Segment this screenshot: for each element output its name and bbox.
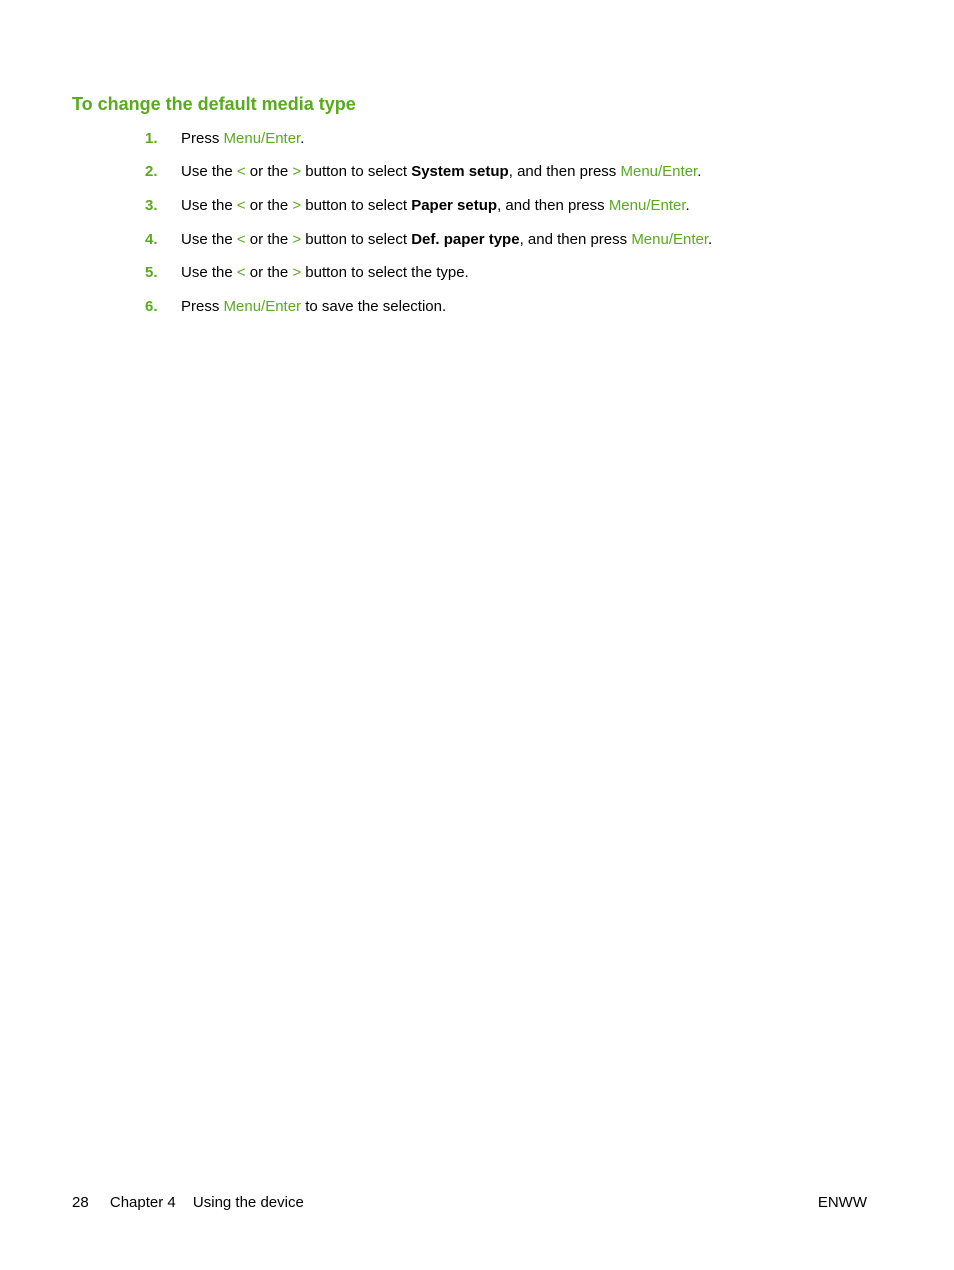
step-text-segment: Use the: [181, 231, 237, 248]
step-text-segment: .: [708, 231, 713, 248]
step-text: [181, 162, 701, 182]
step-number: 2.: [145, 163, 158, 180]
step-text-segment: Press: [181, 130, 224, 147]
page-number: 28: [72, 1194, 89, 1211]
step-text-segment: to save the selection.: [301, 298, 447, 315]
step-text-segment: button to select: [301, 231, 412, 248]
step-text-segment: Use the: [181, 264, 237, 281]
step-text-segment: .: [685, 197, 690, 214]
step-text: [181, 297, 446, 317]
menu-option: Paper setup: [411, 197, 498, 214]
step-text-segment: Press: [181, 298, 224, 315]
step-text-segment: button to select: [301, 163, 412, 180]
button-name: >: [292, 231, 302, 248]
step-number: 6.: [145, 298, 158, 315]
button-name: <: [236, 231, 246, 248]
menu-option: System setup: [411, 163, 509, 180]
step-number: 5.: [145, 264, 158, 281]
step-number: 1.: [145, 130, 158, 147]
step-text-segment: Use the: [181, 163, 237, 180]
step-text: [181, 263, 469, 283]
step-text-segment: or the: [245, 163, 293, 180]
step-text-segment: Use the: [181, 197, 237, 214]
button-name: Menu/Enter: [608, 197, 686, 214]
step-text-segment: , and then press: [508, 163, 621, 180]
step-text-segment: .: [300, 130, 305, 147]
button-name: Menu/Enter: [620, 163, 698, 180]
step-text-segment: , and then press: [497, 197, 609, 214]
button-name: >: [292, 163, 302, 180]
step-text-segment: button to select: [301, 197, 412, 214]
chapter-label: Chapter 4: [109, 1194, 176, 1211]
button-name: Menu/Enter: [223, 130, 301, 147]
section-heading: To change the default media type: [72, 94, 356, 114]
step-text-segment: button to select the type.: [301, 264, 469, 281]
step-text-segment: or the: [245, 231, 293, 248]
step-text-segment: .: [697, 163, 702, 180]
step-text: [181, 129, 304, 149]
button-name: <: [236, 264, 246, 281]
step-number: 3.: [145, 197, 158, 214]
button-name: >: [292, 264, 302, 281]
button-name: Menu/Enter: [223, 298, 302, 315]
step-number: 4.: [145, 231, 158, 248]
button-name: <: [236, 163, 246, 180]
step-text: [181, 230, 712, 250]
step-text-segment: or the: [245, 264, 293, 281]
button-name: <: [236, 197, 246, 214]
locale-code: ENWW: [817, 1194, 867, 1211]
menu-option: Def. paper type: [411, 231, 520, 248]
chapter-title: Using the device: [192, 1194, 304, 1211]
page-footer-left: [72, 1193, 304, 1213]
step-text-segment: , and then press: [519, 231, 632, 248]
step-text: [181, 196, 690, 216]
step-text-segment: or the: [245, 197, 293, 214]
button-name: >: [292, 197, 302, 214]
button-name: Menu/Enter: [631, 231, 709, 248]
